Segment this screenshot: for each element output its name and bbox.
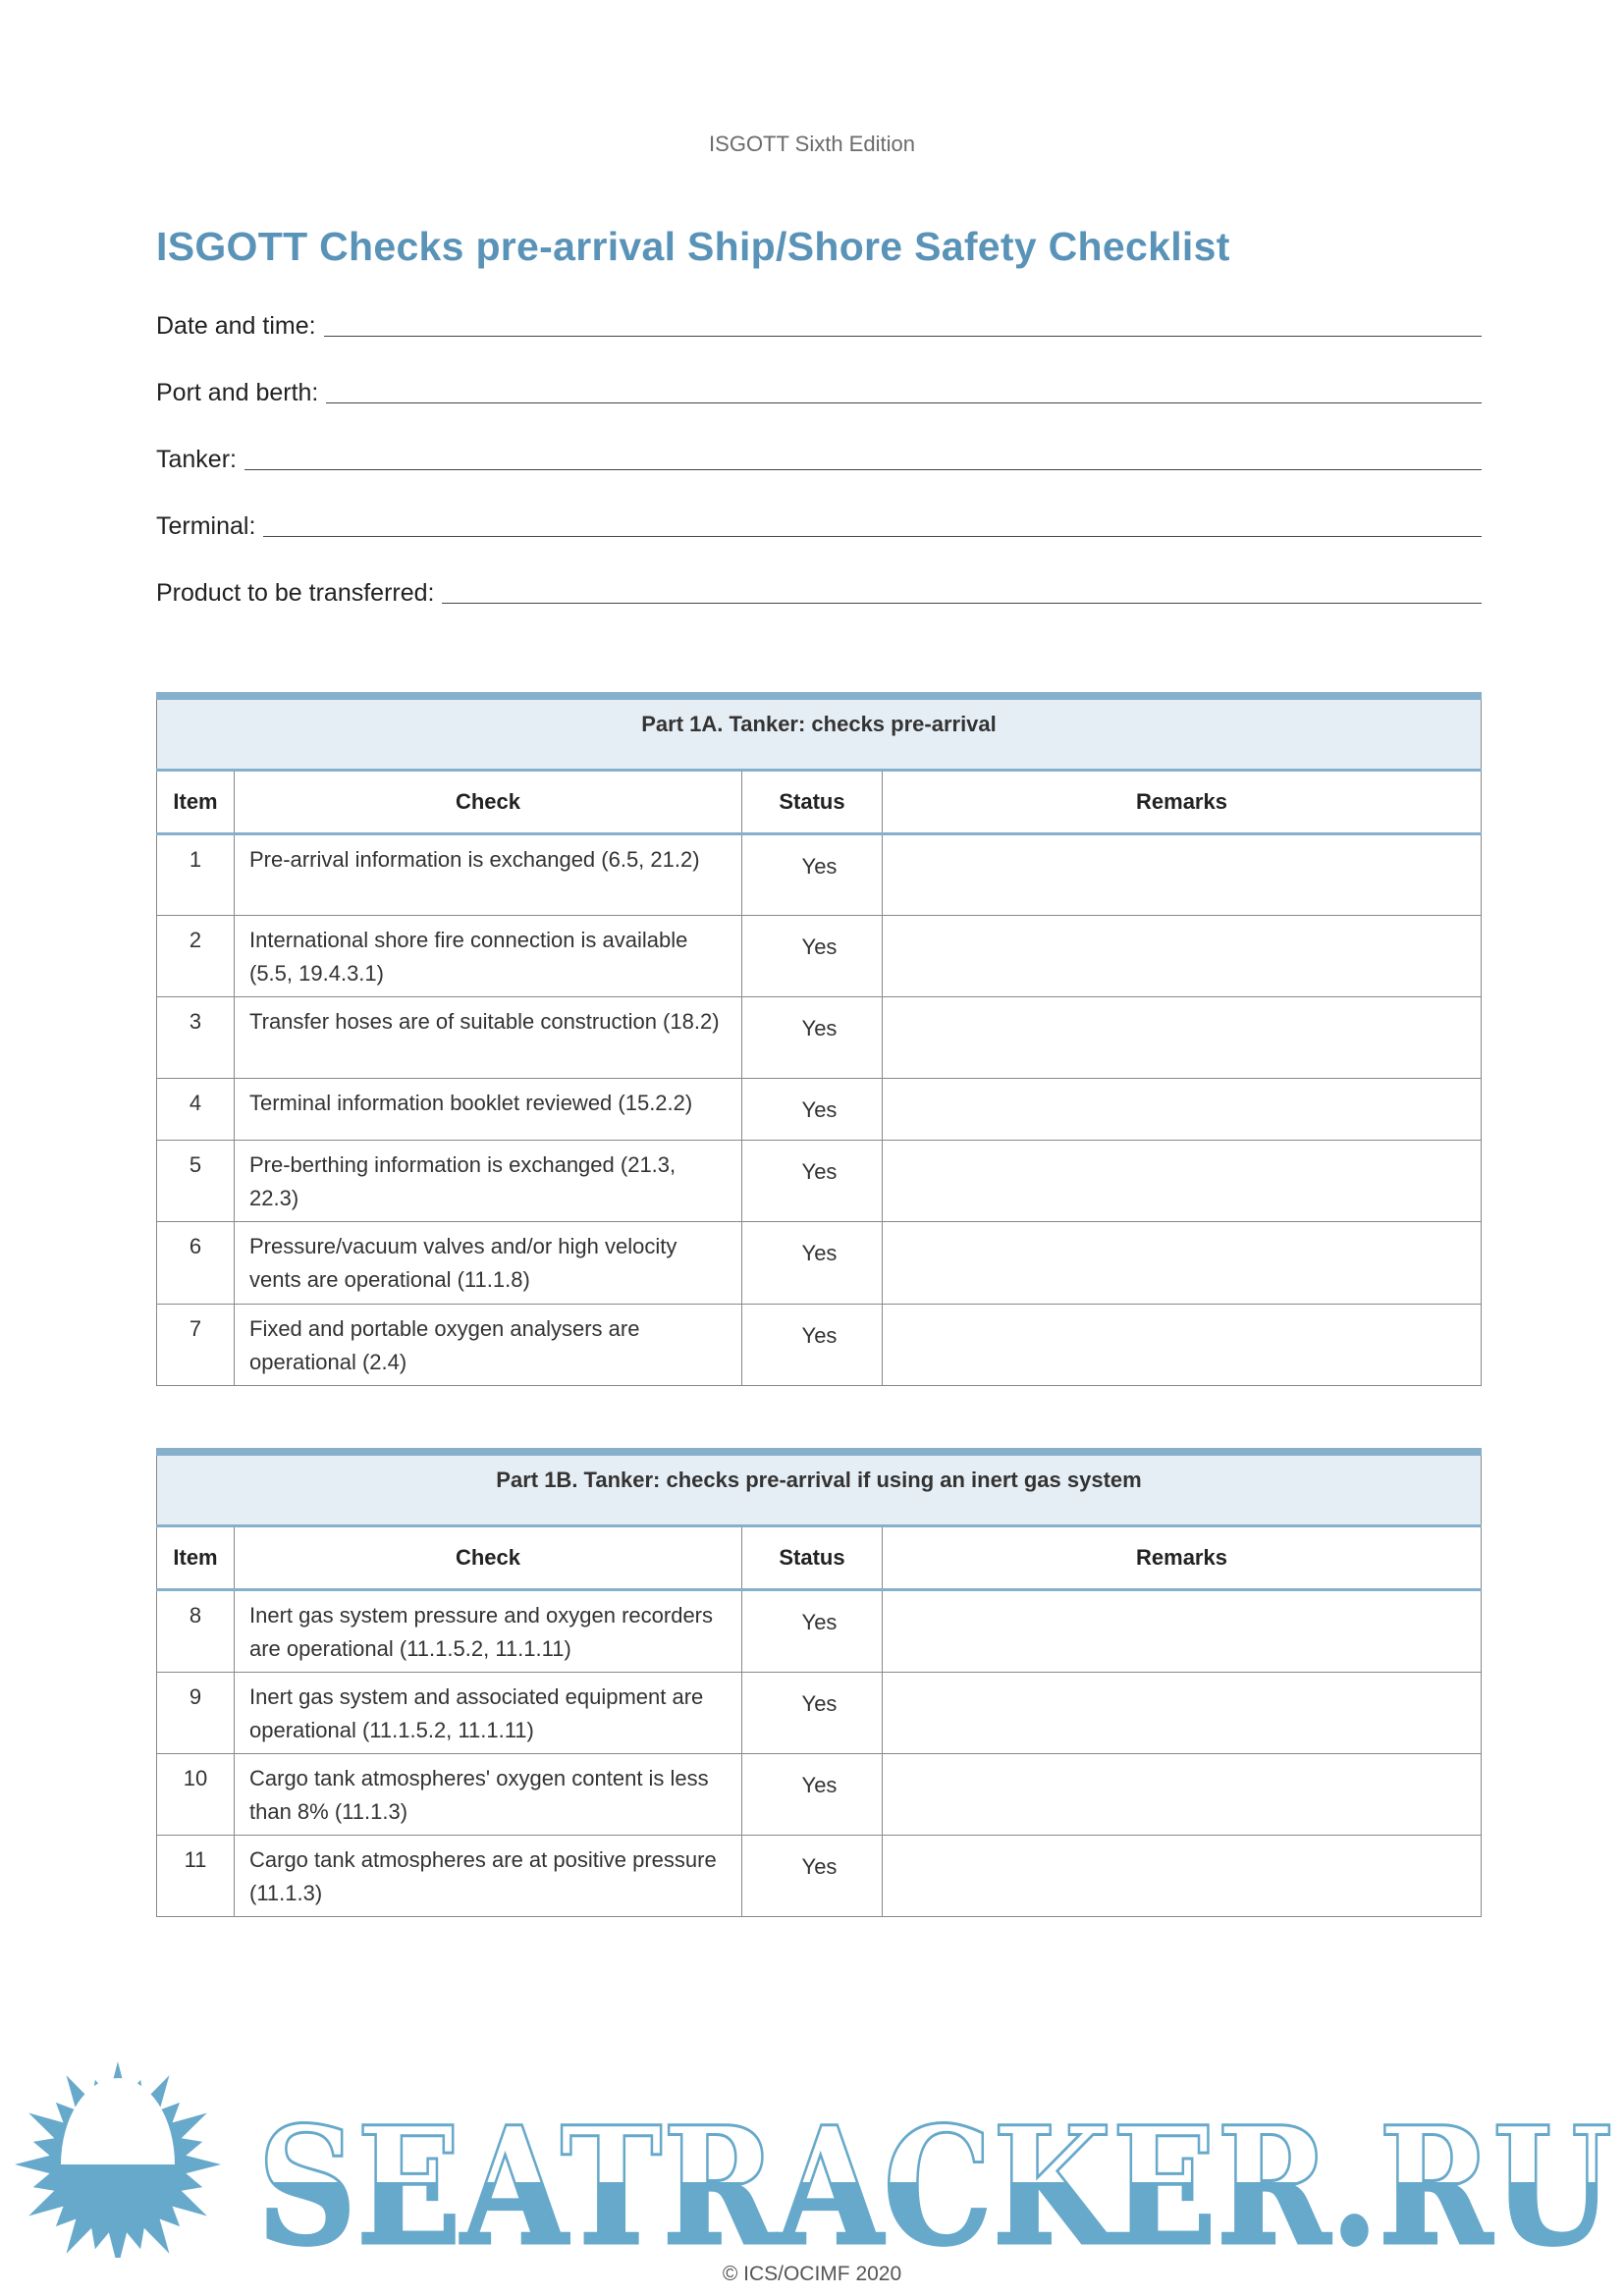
table-row bbox=[157, 1754, 1482, 1836]
check-cell: Pre-arrival information is exchanged (6.5, 21.2) bbox=[235, 834, 742, 916]
remarks-cell[interactable] bbox=[883, 997, 1482, 1079]
port-berth-input-line[interactable] bbox=[326, 401, 1482, 403]
item-cell: 3 bbox=[157, 997, 235, 1079]
table-caption: Part 1A. Tanker: checks pre-arrival bbox=[157, 696, 1482, 771]
column-header-check: Check bbox=[235, 771, 742, 834]
item-cell: 7 bbox=[157, 1305, 235, 1386]
check-cell: Pre-berthing information is exchanged (21.3, 22.3) bbox=[235, 1141, 742, 1222]
date-time-field[interactable] bbox=[156, 312, 1482, 341]
item-cell: 8 bbox=[157, 1590, 235, 1673]
check-cell: Terminal information booklet reviewed (15.2.2) bbox=[235, 1079, 742, 1141]
column-header-remarks: Remarks bbox=[883, 771, 1482, 834]
remarks-cell[interactable] bbox=[883, 1836, 1482, 1917]
column-header-item: Item bbox=[157, 771, 235, 834]
remarks-cell[interactable] bbox=[883, 916, 1482, 997]
check-cell: Fixed and portable oxygen analysers are operational (2.4) bbox=[235, 1305, 742, 1386]
remarks-cell[interactable] bbox=[883, 1222, 1482, 1305]
status-cell: Yes bbox=[742, 834, 883, 916]
sun-logo-icon bbox=[15, 2061, 221, 2258]
item-cell: 5 bbox=[157, 1141, 235, 1222]
tanker-input-line[interactable] bbox=[244, 468, 1482, 470]
product-field[interactable] bbox=[156, 579, 1482, 608]
remarks-cell[interactable] bbox=[883, 834, 1482, 916]
port-berth-field[interactable] bbox=[156, 379, 1482, 407]
field-label: Product to be transferred: bbox=[156, 579, 435, 607]
status-cell: Yes bbox=[742, 1590, 883, 1673]
table-row bbox=[157, 1079, 1482, 1141]
status-cell: Yes bbox=[742, 1673, 883, 1754]
column-header-remarks: Remarks bbox=[883, 1526, 1482, 1590]
table-row bbox=[157, 1222, 1482, 1305]
status-cell: Yes bbox=[742, 1079, 883, 1141]
status-cell: Yes bbox=[742, 1754, 883, 1836]
product-input-line[interactable] bbox=[442, 602, 1482, 604]
check-cell: Inert gas system pressure and oxygen recorders are operational (11.1.5.2, 11.1.11) bbox=[235, 1590, 742, 1673]
check-cell: Cargo tank atmospheres are at positive pressure (11.1.3) bbox=[235, 1836, 742, 1917]
item-cell: 6 bbox=[157, 1222, 235, 1305]
status-cell: Yes bbox=[742, 1305, 883, 1386]
column-header-check: Check bbox=[235, 1526, 742, 1590]
terminal-field[interactable] bbox=[156, 512, 1482, 541]
tanker-field[interactable] bbox=[156, 446, 1482, 474]
table-row bbox=[157, 1141, 1482, 1222]
remarks-cell[interactable] bbox=[883, 1754, 1482, 1836]
running-header: ISGOTT Sixth Edition bbox=[709, 132, 915, 156]
terminal-input-line[interactable] bbox=[263, 535, 1482, 537]
copyright: © ICS/OCIMF 2020 bbox=[722, 2263, 902, 2285]
date-time-input-line[interactable] bbox=[324, 335, 1482, 337]
table-caption: Part 1B. Tanker: checks pre-arrival if using an inert gas system bbox=[157, 1452, 1482, 1526]
table-row bbox=[157, 1836, 1482, 1917]
check-cell: Cargo tank atmospheres' oxygen content is less than 8% (11.1.3) bbox=[235, 1754, 742, 1836]
item-cell: 4 bbox=[157, 1079, 235, 1141]
item-cell: 10 bbox=[157, 1754, 235, 1836]
check-cell: Pressure/vacuum valves and/or high velocity vents are operational (11.1.8) bbox=[235, 1222, 742, 1305]
status-cell: Yes bbox=[742, 916, 883, 997]
remarks-cell[interactable] bbox=[883, 1305, 1482, 1386]
table-row bbox=[157, 1590, 1482, 1673]
remarks-cell[interactable] bbox=[883, 1673, 1482, 1754]
remarks-cell[interactable] bbox=[883, 1079, 1482, 1141]
item-cell: 2 bbox=[157, 916, 235, 997]
status-cell: Yes bbox=[742, 997, 883, 1079]
field-label: Port and berth: bbox=[156, 379, 319, 406]
check-cell: Transfer hoses are of suitable construction (18.2) bbox=[235, 997, 742, 1079]
field-label: Date and time: bbox=[156, 312, 316, 340]
item-cell: 1 bbox=[157, 834, 235, 916]
seatracker-watermark bbox=[0, 2052, 1624, 2258]
column-header-item: Item bbox=[157, 1526, 235, 1590]
field-label: Terminal: bbox=[156, 512, 256, 540]
table-row bbox=[157, 1673, 1482, 1754]
remarks-cell[interactable] bbox=[883, 1141, 1482, 1222]
column-header-status: Status bbox=[742, 771, 883, 834]
table-row bbox=[157, 834, 1482, 916]
remarks-cell[interactable] bbox=[883, 1590, 1482, 1673]
column-header-status: Status bbox=[742, 1526, 883, 1590]
page-title: ISGOTT Checks pre-arrival Ship/Shore Safety Checklist bbox=[156, 224, 1230, 269]
status-cell: Yes bbox=[742, 1141, 883, 1222]
part-1b-table bbox=[156, 1448, 1482, 1917]
table-row bbox=[157, 1305, 1482, 1386]
item-cell: 9 bbox=[157, 1673, 235, 1754]
check-cell: Inert gas system and associated equipment are operational (11.1.5.2, 11.1.11) bbox=[235, 1673, 742, 1754]
item-cell: 11 bbox=[157, 1836, 235, 1917]
field-label: Tanker: bbox=[156, 446, 237, 473]
status-cell: Yes bbox=[742, 1836, 883, 1917]
table-row bbox=[157, 916, 1482, 997]
table-row bbox=[157, 997, 1482, 1079]
watermark-text: SEATRACKER.RU bbox=[257, 2091, 1612, 2258]
check-cell: International shore fire connection is available (5.5, 19.4.3.1) bbox=[235, 916, 742, 997]
status-cell: Yes bbox=[742, 1222, 883, 1305]
part-1a-table bbox=[156, 692, 1482, 1386]
